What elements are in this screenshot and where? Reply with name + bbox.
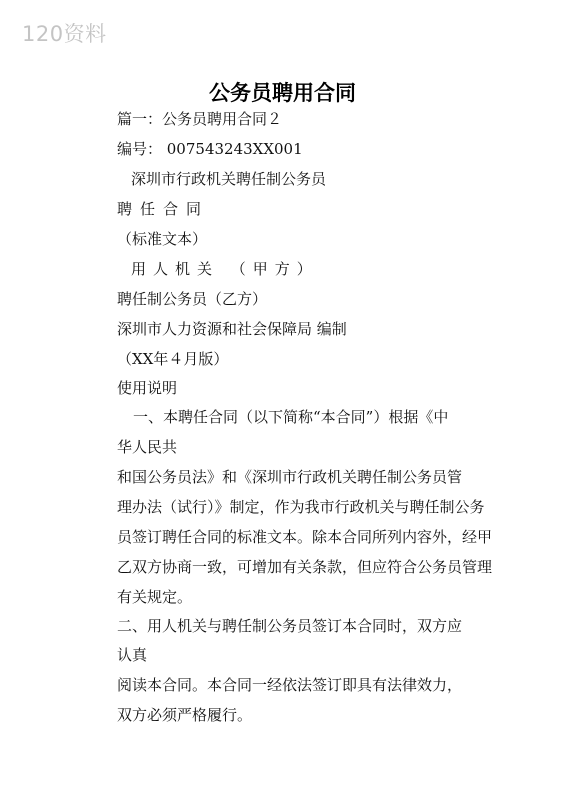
- doc-paragraph-line: 阅读本合同。本合同一经依法签订即具有法律效力，: [117, 676, 463, 694]
- doc-line-contract-name: 聘任合同: [117, 200, 210, 218]
- document-title: 公务员聘用合同: [209, 81, 356, 105]
- doc-paragraph-line: 有关规定。: [117, 588, 193, 606]
- doc-line-party-b: 聘任制公务员（乙方）: [117, 290, 268, 308]
- doc-paragraph-line: 乙双方协商一致，可增加有关条款，但应符合公务员管理: [117, 558, 493, 576]
- doc-line-instructions: 使用说明: [117, 379, 178, 397]
- doc-paragraph-line: 认真: [117, 646, 148, 664]
- doc-paragraph-line: 理办法（试行）》制定，作为我市行政机关与聘任制公务: [117, 498, 485, 516]
- doc-line-compiler: 深圳市人力资源和社会保障局 编制: [117, 320, 347, 338]
- doc-paragraph-line: 华人民共: [117, 438, 178, 456]
- doc-paragraph-line: 双方必须严格履行。: [117, 706, 253, 724]
- doc-line-party-a: 用人机关 （甲方）: [131, 260, 319, 278]
- doc-paragraph-line: 二、用人机关与聘任制公务员签订本合同时，双方应: [117, 617, 463, 635]
- doc-line-org: 深圳市行政机关聘任制公务员: [131, 170, 327, 188]
- doc-line-version: （XX年４月版）: [117, 350, 229, 368]
- doc-line-standard: （标准文本）: [117, 230, 208, 248]
- doc-paragraph-line: 员签订聘任合同的标准文本。除本合同所列内容外，经甲: [117, 528, 493, 546]
- doc-line-number: 编号： 007543243XX001: [117, 140, 303, 158]
- doc-paragraph-line: 一、本聘任合同（以下简称“本合同”）根据《中: [133, 408, 449, 426]
- doc-paragraph-line: 和国公务员法》和《深圳市行政机关聘任制公务员管: [117, 468, 463, 486]
- doc-line-heading: 篇一：公务员聘用合同２: [117, 110, 283, 128]
- watermark-logo: 120资料: [22, 22, 107, 46]
